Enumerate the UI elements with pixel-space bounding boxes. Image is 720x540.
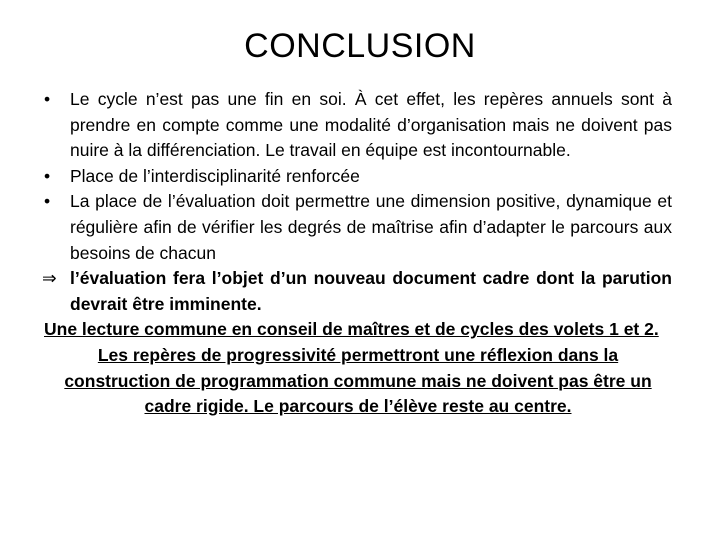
implies-arrow-icon: ⇒ — [42, 268, 57, 289]
bullet-text: Le cycle n’est pas une fin en soi. À cet effet, les repères annuels sont à prendre en compte comme une modalité d’organisation mais ne doivent pas nuire à la différenciation. Le travail en équipe est incontournable. — [70, 89, 672, 161]
slide-content — [44, 87, 672, 420]
paragraph-text: Une lecture commune en conseil de maîtres et de cycles des volets 1 et 2. — [44, 319, 659, 340]
arrow-item-evaluation-document — [44, 266, 672, 317]
paragraph-reperes-progressivite — [44, 343, 672, 420]
bullet-item-cycle — [44, 87, 672, 164]
bullet-item-evaluation — [44, 189, 672, 266]
bullet-text: La place de l’évaluation doit permettre une dimension positive, dynamique et régulière afin de vérifier les degrés de maîtrise afin d’adapter le parcours aux besoins de chacun — [70, 191, 672, 263]
bullet-icon: • — [44, 165, 51, 186]
slide-title: CONCLUSION — [244, 27, 476, 65]
bullet-text: Place de l’interdisciplinarité renforcée — [70, 165, 360, 186]
bullet-icon: • — [44, 191, 51, 212]
bullet-item-interdisciplinarite — [44, 164, 672, 190]
paragraph-lecture-commune — [44, 317, 672, 343]
bullet-icon: • — [44, 89, 51, 109]
paragraph-text: Les repères de progressivité permettront une réflexion dans la construction de programmation commune mais ne doivent pas être un cadre rigide. Le parcours de l’élève reste au centre. — [64, 344, 652, 417]
arrow-text: l’évaluation fera l’objet d’un nouveau document cadre dont la parution devrait être imminente. — [70, 268, 672, 314]
